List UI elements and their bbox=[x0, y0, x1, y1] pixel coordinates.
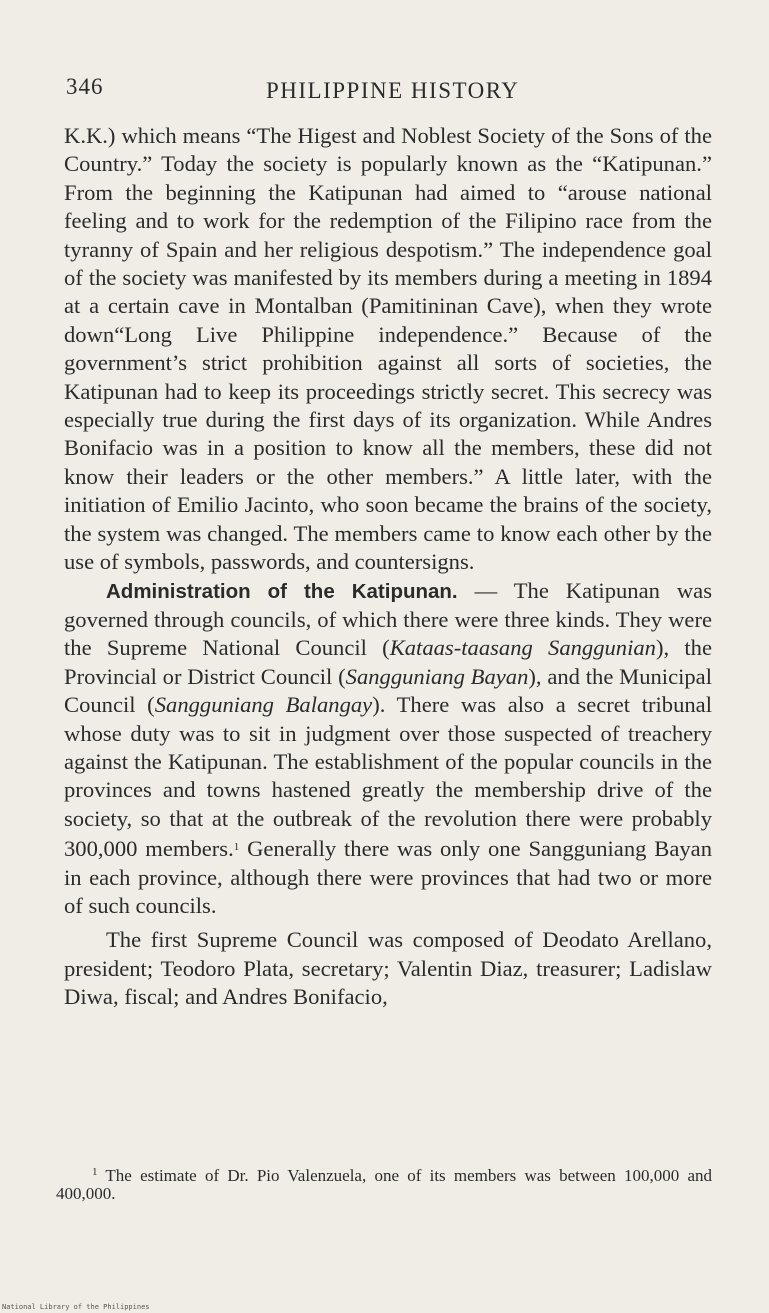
footnote-marker: 1 bbox=[92, 1166, 98, 1178]
page-number: 346 bbox=[66, 74, 104, 99]
text-run: ). There was also a secret tribunal whose duty was to sit in judgment over those suspected of treachery against the Katipunan. The establishment of the popular councils in the provinces and towns hastened greatly the membership drive of the society, so that at the outbreak of the revolution there were probably 300,000 members. bbox=[64, 692, 712, 862]
italic-term-municipal-council: Sangguniang Balangay bbox=[154, 692, 373, 718]
paragraph-continuation: K.K.) which means “The Higest and Noblest Society of the Sons of the Country.” Today the society is popularly known as the “Katipunan.” From the beginning the Katipunan had aimed to “arouse national feeling and to work for the redemption of the Filipino race from the tyranny of Spain and her religious despotism.” The independence goal of the society was manifested by its members during a meeting in 1894 at a certain cave in Montalban (Pamitininan Cave), when they wrote down“Long Live Philippine independence.” Because of the government’s strict prohibition against all sorts of societies, the Katipunan had to keep its proceedings strictly secret. This secrecy was especially true during the first days of its organization. While Andres Bonifacio was in a position to know all the members, these did not know their leaders or the other members.” A little later, with the initiation of Emilio Jacinto, who soon became the brains of the society, the system was changed. The members came to know each other by the use of symbols, passwords, and countersigns. bbox=[64, 123, 712, 575]
section-heading: Administration of the Katipunan. bbox=[106, 579, 458, 603]
library-watermark: National Library of the Philippines bbox=[2, 1303, 150, 1311]
text-run: ), the Provincial or District Council ( bbox=[64, 635, 712, 689]
text-run: Generally there was only one Sangguniang Bayan in each province, although there were provinces that had two or more of such councils. bbox=[64, 836, 712, 918]
page-header bbox=[66, 74, 526, 108]
footnote bbox=[56, 1163, 712, 1203]
footnote-reference[interactable]: 1 bbox=[233, 841, 240, 854]
italic-term-provincial-council: Sangguniang Bayan bbox=[345, 663, 529, 689]
paragraph-administration bbox=[64, 577, 712, 921]
text-run: The Katipunan was governed through councils, of which there were three kinds. They were the Supreme National Council ( bbox=[64, 577, 712, 661]
running-title: PHILIPPINE HISTORY bbox=[266, 78, 520, 103]
italic-term-supreme-council: Kataas-taasang Sanggunian bbox=[389, 635, 656, 661]
text-run: ), and the Municipal Council ( bbox=[64, 663, 712, 718]
paragraph-supreme-council: The first Supreme Council was composed of Deodato Arellano, president; Teodoro Plata, secretary; Valentin Diaz, treasurer; Ladislaw Diwa, fiscal; and Andres Bonifacio, bbox=[64, 927, 712, 1010]
body-text bbox=[64, 122, 712, 1012]
heading-dash: — bbox=[457, 577, 514, 603]
footnote-text: The estimate of Dr. Pio Valenzuela, one of its members was between 100,000 and 400,000. bbox=[56, 1166, 712, 1203]
